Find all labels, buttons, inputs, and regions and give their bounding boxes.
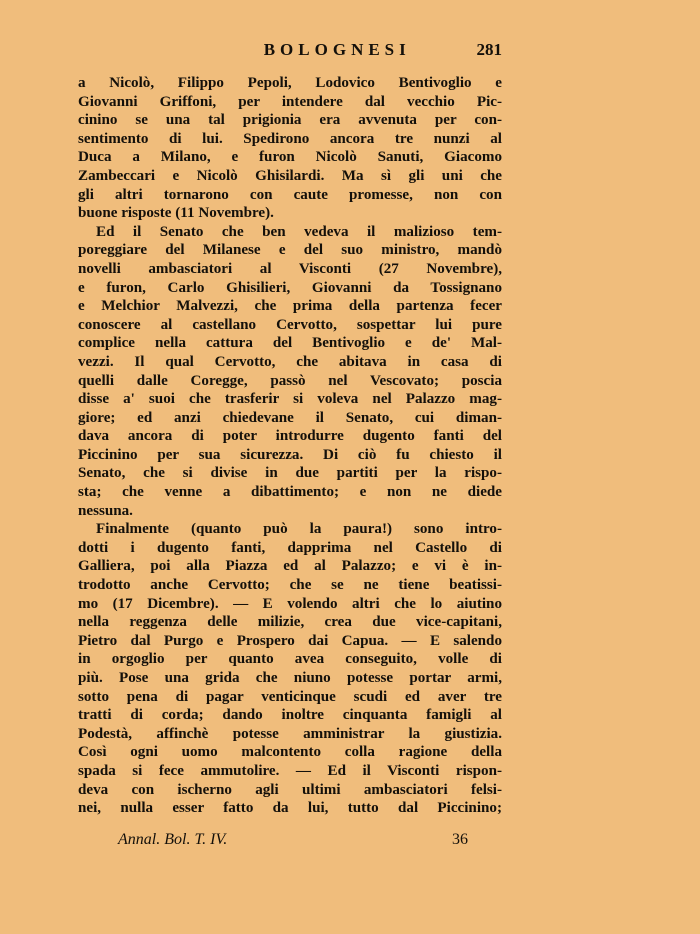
text-line: disse a' suoi che trasferir si voleva nel Palazzo mag- <box>78 391 502 408</box>
paragraph-3 <box>78 520 502 818</box>
text-line: Piccinino per sua sicurezza. Di ciò fu chiesto il <box>78 446 502 463</box>
text-line: Pietro dal Purgo e Prospero dai Capua. — E salendo <box>78 632 502 649</box>
paragraph-1 <box>78 74 502 223</box>
text-line: Zambeccari e Nicolò Ghisilardi. Ma sì gli uni che <box>78 167 502 184</box>
body-text <box>78 74 502 818</box>
running-head <box>78 40 502 60</box>
text-line: nessuna. <box>78 502 133 519</box>
text-line: Così ogni uomo malcontento colla ragione della <box>78 744 502 761</box>
text-line: nei, nulla esser fatto da lui, tutto dal Piccinino; <box>78 800 502 817</box>
page-footer <box>118 831 468 849</box>
text-line: buone risposte (11 Novembre). <box>78 205 274 222</box>
text-line: complice nella cattura del Bentivoglio e de' Mal- <box>78 335 502 352</box>
text-line: in orgoglio per quanto avea conseguito, volle di <box>78 651 502 668</box>
text-line: a Nicolò, Filippo Pepoli, Lodovico Bentivoglio e <box>78 75 502 91</box>
paragraph-2 <box>78 223 502 521</box>
page-number: 281 <box>476 40 502 59</box>
text-line: mo (17 Dicembre). — E volendo altri che lo aiutino <box>78 595 502 612</box>
text-line: sta; che venne a dibattimento; e non ne diede <box>78 484 502 501</box>
text-line: Galliera, poi alla Piazza ed al Palazzo; e vi è in- <box>78 558 502 575</box>
text-line: dotti i dugento fanti, dapprima nel Castello di <box>78 539 502 556</box>
running-title: BOLOGNESI <box>263 40 411 59</box>
text-line: sentimento di lui. Spedirono ancora tre nunzi al <box>78 130 502 147</box>
text-line: Senato, che si divise in due partiti per la rispo- <box>78 465 502 482</box>
text-line: dava ancora di poter introdurre dugento fanti del <box>78 428 502 445</box>
text-line: cinino se una tal prigionia era avvenuta per con- <box>78 112 502 129</box>
text-line: Duca a Milano, e furon Nicolò Sanuti, Giacomo <box>78 149 502 166</box>
text-line: nella reggenza delle milizie, crea due vice-capitani, <box>78 614 502 631</box>
text-line: Ed il Senato che ben vedeva il malizioso tem- <box>96 223 502 240</box>
text-line: tratti di corda; dando inoltre cinquanta famigli al <box>78 707 502 724</box>
text-line: gli altri tornarono con caute promesse, non con <box>78 186 502 203</box>
text-line: poreggiare del Milanese e del suo ministro, mandò <box>78 242 502 259</box>
text-line: spada si fece ammutolire. — Ed il Visconti rispon- <box>78 762 502 779</box>
text-line: più. Pose una grida che niuno potesse portar armi, <box>78 670 502 686</box>
text-line: giore; ed anzi chiedevane il Senato, cui diman- <box>78 409 502 426</box>
text-line: e Melchior Malvezzi, che prima della partenza fecer <box>78 298 502 315</box>
text-line: quelli dalle Coregge, passò nel Vescovato; poscia <box>78 372 502 389</box>
signature-mark: Annal. Bol. T. IV. <box>118 831 228 848</box>
text-line: Finalmente (quanto può la paura!) sono intro- <box>96 521 502 538</box>
text-line: Giovanni Griffoni, per intendere dal vecchio Pic- <box>78 93 502 110</box>
gathering-number: 36 <box>452 831 468 848</box>
text-line: e furon, Carlo Ghisilieri, Giovanni da Tossignano <box>78 279 502 296</box>
text-line: conoscere al castellano Cervotto, sospettar lui pure <box>78 316 502 333</box>
text-line: trodotto anche Cervotto; che se ne tiene beatissi- <box>78 577 502 594</box>
text-line: Podestà, affinchè potesse amministrar la giustizia. <box>78 725 502 742</box>
text-line: vezzi. Il qual Cervotto, che abitava in casa di <box>78 353 502 370</box>
text-line: deva con ischerno agli ultimi ambasciatori felsi- <box>78 781 502 798</box>
text-line: novelli ambasciatori al Visconti (27 Novembre), <box>78 260 502 277</box>
text-line: sotto pena di pagar venticinque scudi ed aver tre <box>78 688 502 705</box>
